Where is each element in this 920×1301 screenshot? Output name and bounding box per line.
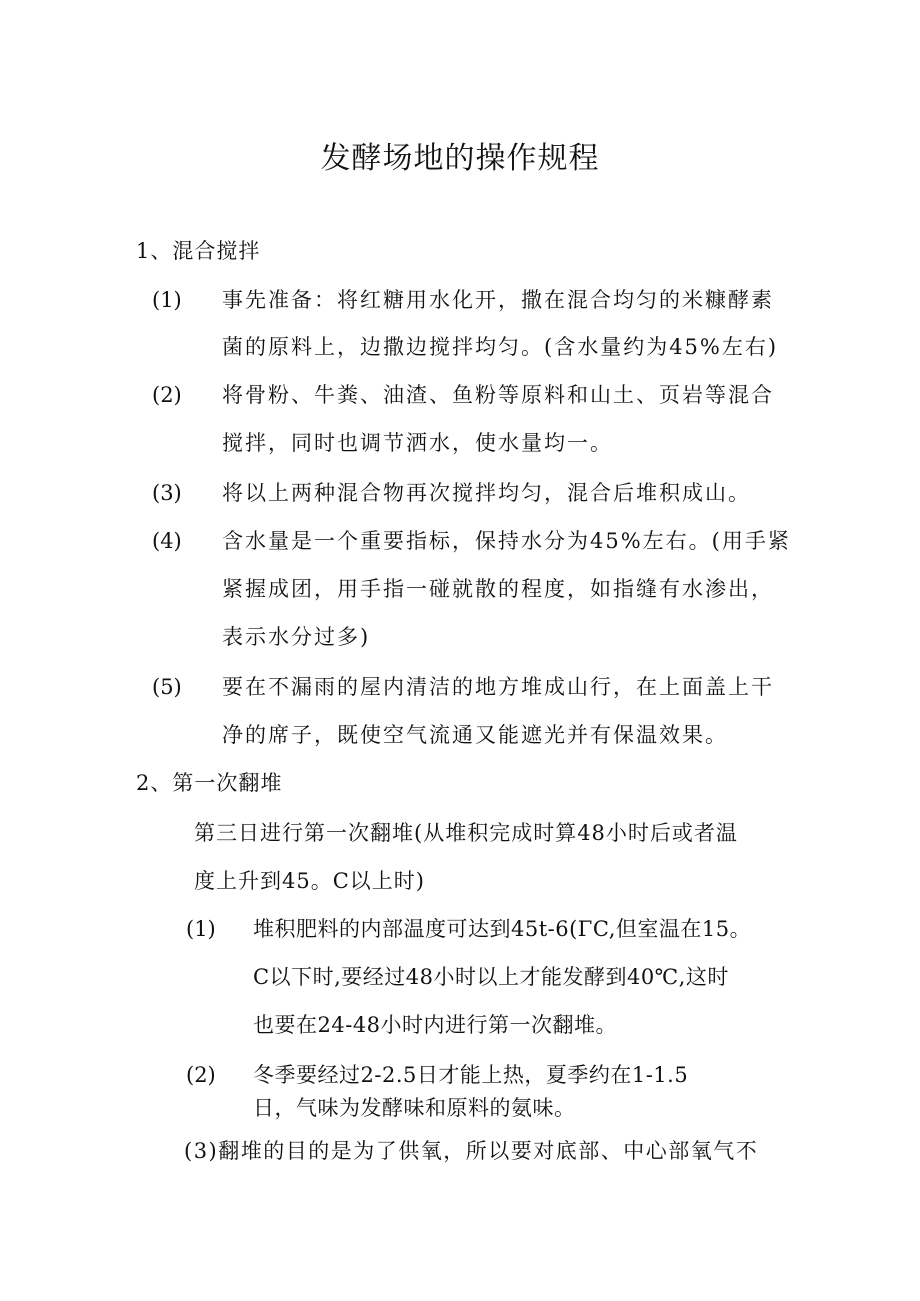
item-text-line: 将以上两种混合物再次搅拌均匀，混合后堆积成山。 <box>222 481 751 505</box>
item-text-line: 事先准备：将红糖用水化开，撒在混合均匀的米糠酵素 <box>222 288 774 312</box>
trailing-line: (3)翻堆的目的是为了供氧，所以要对底部、中心部氧气不 <box>184 1139 759 1163</box>
item-text-line: 将骨粉、牛粪、油渣、鱼粉等原料和山土、页岩等混合 <box>222 383 774 407</box>
section-heading: 1、混合搅拌 <box>136 239 261 263</box>
intro-line: 第三日进行第一次翻堆(从堆积完成时算48小时后或者温 <box>194 821 738 845</box>
item-text-line: 搅拌，同时也调节洒水，使水量均一。 <box>222 431 613 455</box>
item-number: (3) <box>152 481 182 505</box>
item-text-line: 含水量是一个重要指标，保持水分为45%左右。(用手紧 <box>222 529 791 553</box>
page-title: 发酵场地的操作规程 <box>320 141 600 176</box>
item-number: (5) <box>152 675 182 699</box>
item-text-line: C以下时,要经过48小时以上才能发酵到40℃,这时 <box>253 965 729 989</box>
item-number: (1) <box>186 917 216 941</box>
item-text-line: 净的席子，既使空气流通又能遮光并有保温效果。 <box>222 723 728 747</box>
item-text-line: 表示水分过多) <box>222 625 371 649</box>
item-text-line: 菌的原料上，边撒边搅拌均匀。(含水量约为45%左右) <box>222 335 779 359</box>
item-text-line: 日，气味为发酵味和原料的氨味。 <box>253 1096 576 1120</box>
item-number: (2) <box>152 383 182 407</box>
item-text-line: 也要在24-48小时内进行第一次翻堆。 <box>253 1013 618 1037</box>
item-number: (2) <box>186 1063 216 1087</box>
item-text-line: 要在不漏雨的屋内清洁的地方堆成山行，在上面盖上干 <box>222 675 774 699</box>
intro-line: 度上升到45。C以上时) <box>194 869 425 893</box>
item-text-line: 冬季要经过2-2.5日才能上热，夏季约在1-1.5 <box>253 1063 689 1087</box>
item-text-line: 紧握成团，用手指一碰就散的程度，如指缝有水渗出， <box>222 577 774 601</box>
item-number: (4) <box>152 529 182 553</box>
section-heading: 2、第一次翻堆 <box>136 771 283 795</box>
item-number: (1) <box>152 288 182 312</box>
item-text-line: 堆积肥料的内部温度可达到45t-6(ΓC,但室温在15。 <box>253 917 752 941</box>
